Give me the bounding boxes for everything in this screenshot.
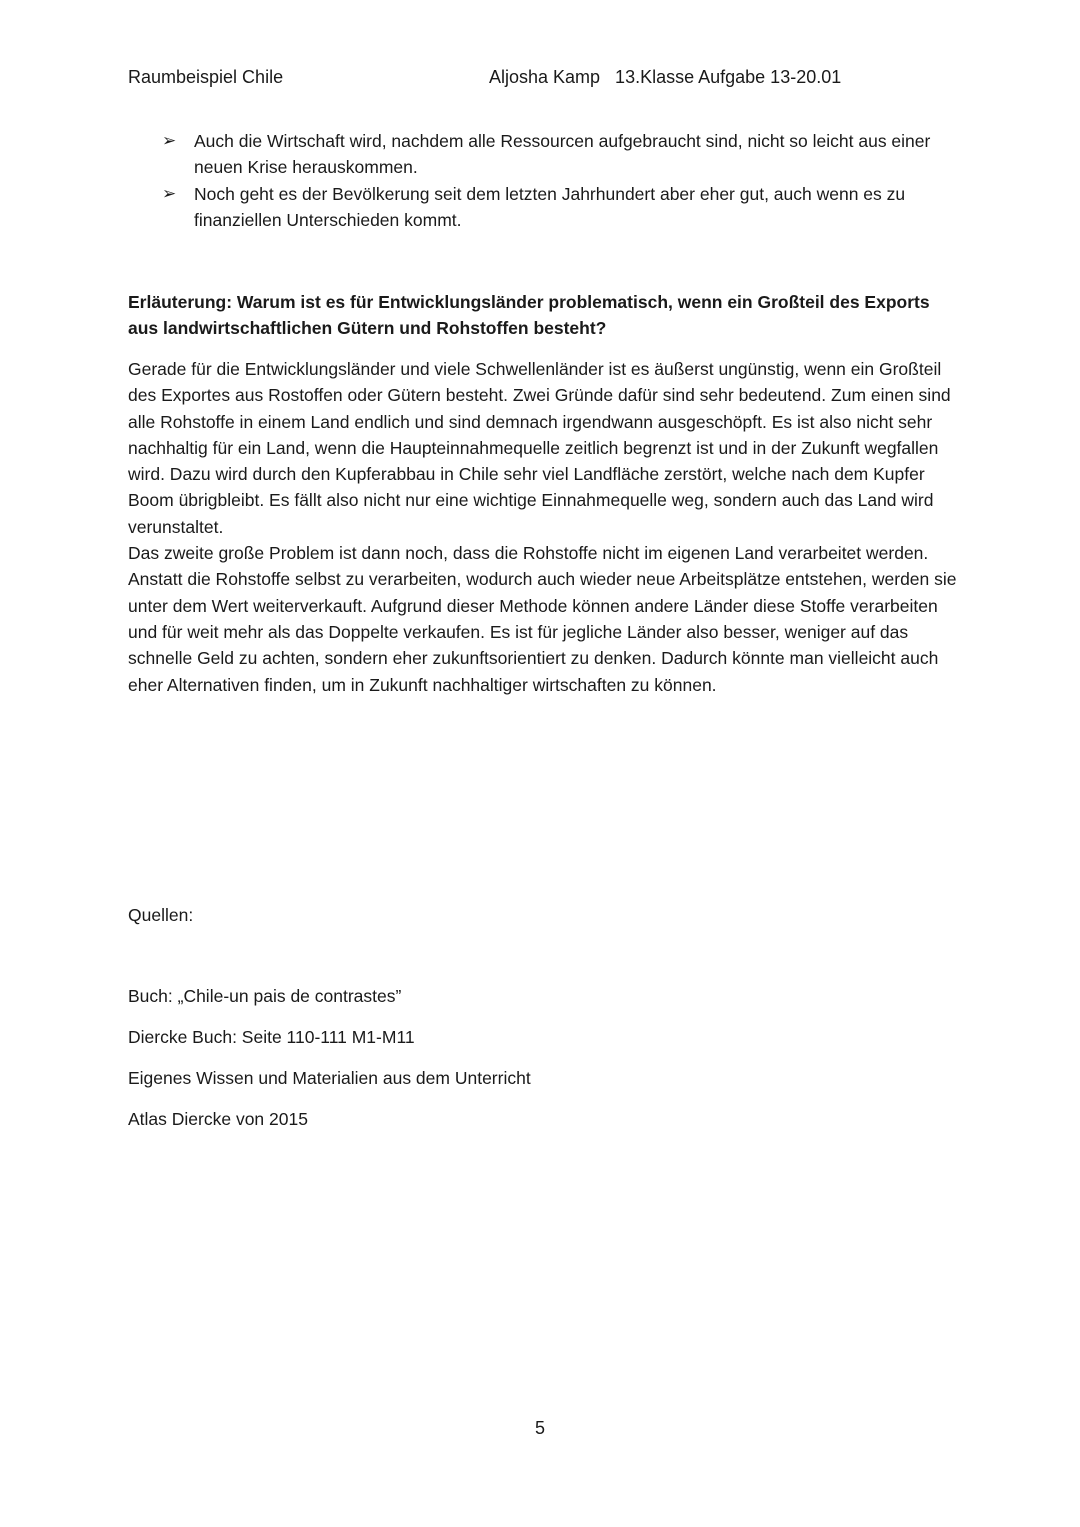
- sources-heading: Quellen:: [128, 905, 194, 925]
- answer-paragraph: Gerade für die Entwicklungsländer und viele Schwellenländer ist es äußerst ungünstig, wenn ein Großteil des Exportes aus Rostoffen oder Gütern besteht. Zwei Gründe dafür sind sehr bedeutend. Zum einen sind alle Rohstoffe in einem Land endlich und sind demnach irgendwann ausgeschöpft. Es ist also nicht sehr nachhaltig für ein Land, wenn die Haupteinnahmequelle zeitlich begrenzt ist und in der Zukunft wegfallen wird. Dazu wird durch den Kupferabbau in Chile sehr viel Landfläche zerstört, welche nach dem Kupfer Boom übrigbleibt. Es fällt also nicht nur eine wichtige Einnahmequelle weg, sondern auch das Land wird verunstaltet.: [128, 359, 951, 537]
- arrow-bullet-icon: ➢: [162, 183, 177, 204]
- source-item: Atlas Diercke von 2015: [128, 1109, 308, 1129]
- answer-text: [128, 356, 958, 698]
- sources-list: [128, 983, 958, 1147]
- header-title: Raumbeispiel Chile: [128, 67, 284, 87]
- source-item: Eigenes Wissen und Materialien aus dem Unterricht: [128, 1068, 531, 1088]
- bullet-item: [128, 128, 958, 181]
- answer-paragraph: Das zweite große Problem ist dann noch, dass die Rohstoffe nicht im eigenen Land verarbeitet werden. Anstatt die Rohstoffe selbst zu verarbeiten, wodurch auch wieder neue Arbeitsplätze entstehen, werden sie unter dem Wert weiterverkauft. Aufgrund dieser Methode können andere Länder diese Stoffe verarbeiten und für weit mehr als das Doppelte verkaufen. Es ist für jegliche Länder also besser, weniger auf das schnelle Geld zu achten, sondern eher zukunftsorientiert zu denken. Dadurch könnte man vielleicht auch eher Alternativen finden, um in Zukunft nachhaltiger wirtschaften zu können.: [128, 543, 957, 695]
- source-item: Diercke Buch: Seite 110-111 M1-M11: [128, 1027, 415, 1047]
- bullet-text: Auch die Wirtschaft wird, nachdem alle Ressourcen aufgebraucht sind, nicht so leicht aus einer neuen Krise herauskommen.: [194, 131, 931, 178]
- header-author-info: Aljosha Kamp 13.Klasse Aufgabe 13-20.01: [489, 67, 842, 87]
- arrow-bullet-icon: ➢: [162, 131, 177, 151]
- source-item: Buch: „Chile-un pais de contrastes”: [128, 986, 402, 1006]
- page-number: 5: [534, 1418, 545, 1438]
- bullet-text: Noch geht es der Bevölkerung seit dem letzten Jahrhundert aber eher gut, auch wenn es zu finanziellen Unterschieden kommt.: [194, 183, 906, 230]
- bullet-item: [128, 181, 958, 234]
- question-heading: Erläuterung: Warum ist es für Entwicklungsländer problematisch, wenn ein Großteil des Exports aus landwirtschaftlichen Gütern und Rohstoffen besteht?: [128, 292, 930, 339]
- bullet-list: [128, 128, 958, 233]
